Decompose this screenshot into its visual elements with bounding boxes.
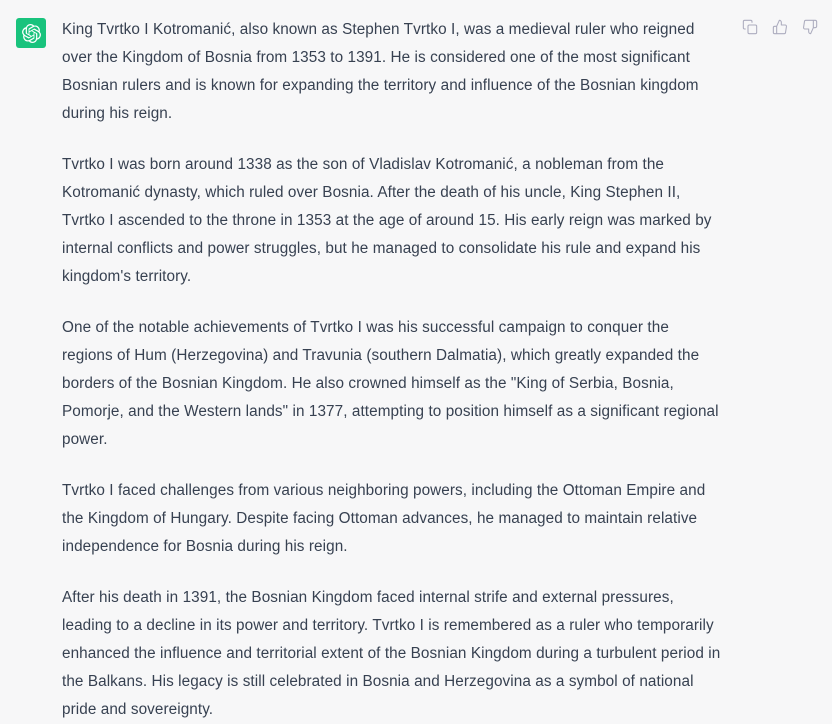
message-paragraph: Tvrtko I faced challenges from various neighboring powers, including the Ottoman Empire and the Kingdom of Hungary. Despite facing Ottoman advances, he managed to maintain relative independence for Bosnia during his reign.	[62, 482, 706, 555]
message-content	[62, 16, 732, 724]
message-paragraph: King Tvrtko I Kotromanić, also known as Stephen Tvrtko I, was a medieval ruler who reigned over the Kingdom of Bosnia from 1353 to 1391. He is considered one of the most significant Bosnian rulers and is known for expanding the territory and influence of the Bosnian kingdom during his reign.	[62, 21, 699, 122]
message-paragraph: Tvrtko I was born around 1338 as the son of Vladislav Kotromanić, a nobleman from the Kotromanić dynasty, which ruled over Bosnia. After the death of his uncle, King Stephen II, Tvrtko I ascended to the throne in 1353 at the age of around 15. His early reign was marked by internal conflicts and power struggles, but he managed to consolidate his rule and expand his kingdom's territory.	[62, 156, 712, 285]
copy-icon[interactable]	[741, 18, 758, 35]
thumbs-up-icon[interactable]	[771, 18, 788, 35]
openai-logo-icon	[22, 24, 41, 43]
avatar-column	[0, 16, 62, 48]
message-paragraph: One of the notable achievements of Tvrtko I was his successful campaign to conquer the regions of Hum (Herzegovina) and Travunia (southern Dalmatia), which greatly expanded the borders of the Bosnian Kingdom. He also crowned himself as the "King of Serbia, Bosnia, Pomorje, and the Western lands" in 1377, attempting to position himself as a significant regional power.	[62, 319, 719, 448]
message-actions	[741, 18, 818, 35]
avatar	[16, 18, 46, 48]
message-paragraph: After his death in 1391, the Bosnian Kingdom faced internal strife and external pressures, leading to a decline in its power and territory. Tvrtko I is remembered as a ruler who temporarily enhanced the influence and territorial extent of the Bosnian Kingdom during a turbulent period in the Balkans. His legacy is still celebrated in Bosnia and Herzegovina as a symbol of national pride and sovereignty.	[62, 589, 721, 718]
thumbs-down-icon[interactable]	[801, 18, 818, 35]
